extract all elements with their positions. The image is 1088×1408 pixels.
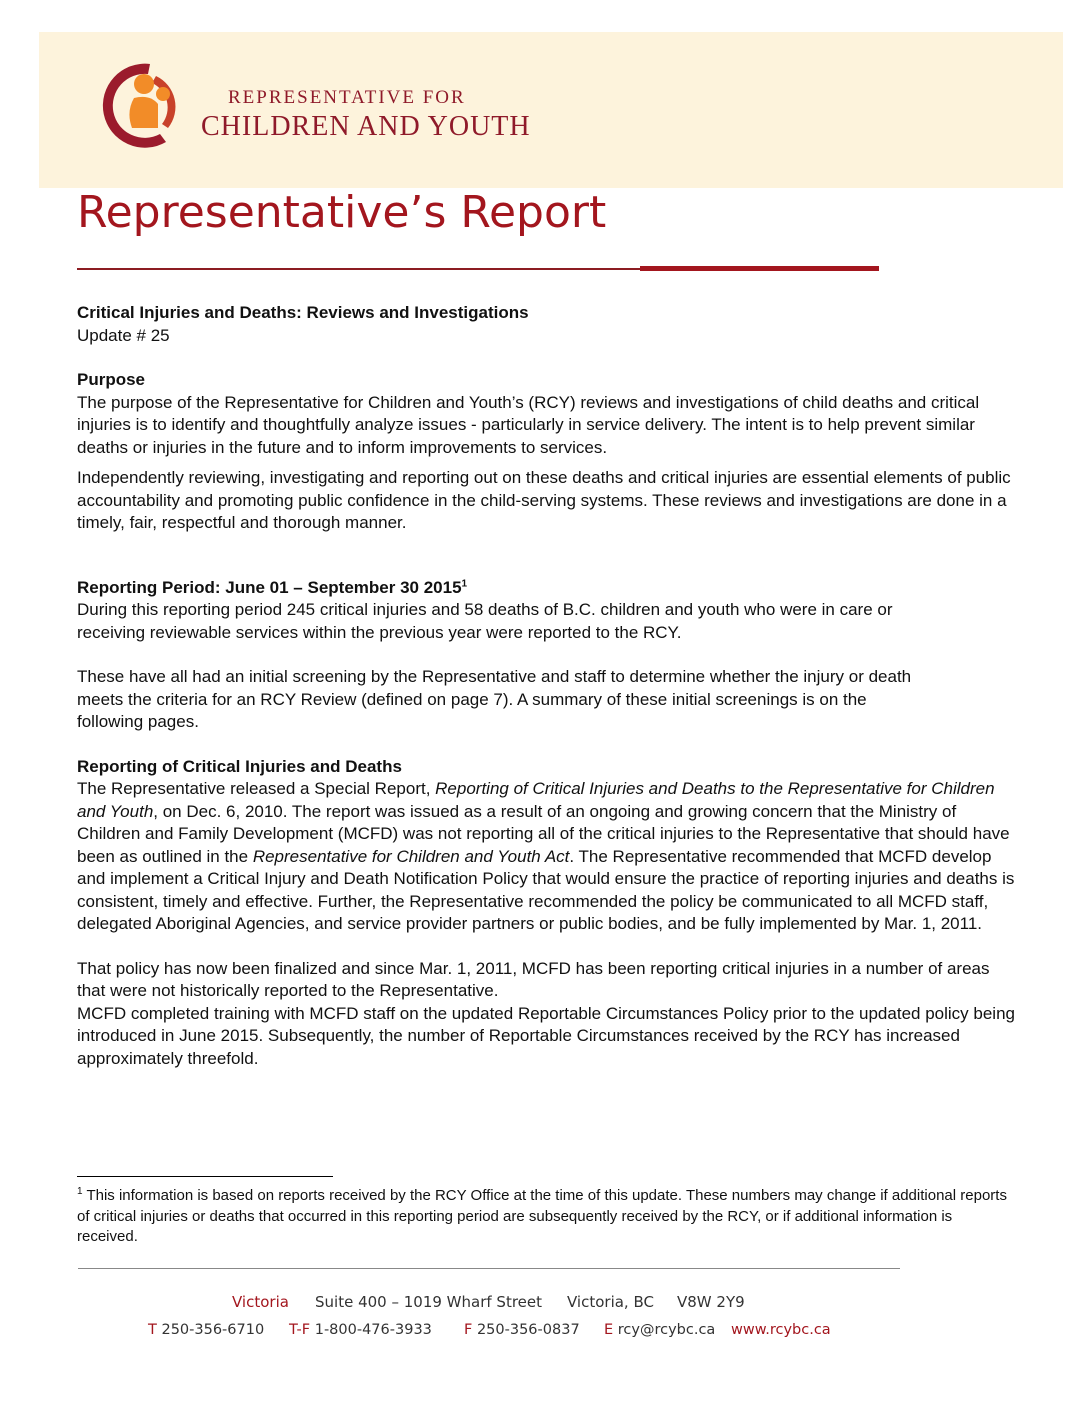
footnote-rule — [77, 1176, 333, 1177]
report-title: Representative’s Report — [77, 187, 607, 238]
fax-label: F — [464, 1322, 473, 1338]
title-rule-accent — [640, 266, 879, 271]
reporting-of-text-b: , on Dec. 6, 2010. The report was issued as a result of an ongoing and growing concern that the Ministry of Children and Family Development (MCFD) was not reporting all of the critical injuries to the Representative that should have been as outlined in the — [77, 801, 1010, 866]
reporting-period-paragraph-2: These have all had an initial screening by the Representative and staff to determine whether the injury or death meets the criteria for an RCY Review (defined on page 7). A summary of these initial screenings is on the following pages. — [77, 667, 912, 731]
reporting-period-heading-text: Reporting Period: June 01 – September 30 2015 — [77, 577, 462, 597]
footer-rule — [78, 1268, 900, 1269]
footer-email[interactable] — [604, 1322, 715, 1338]
email-label: E — [604, 1322, 614, 1338]
footer-phone — [148, 1322, 264, 1338]
footnote-mark: 1 — [77, 1186, 83, 1197]
footnote — [77, 1186, 1017, 1248]
footer-city: Victoria — [232, 1293, 289, 1311]
tollfree-label: T-F — [289, 1322, 311, 1338]
special-report-title: Reporting of Critical Injuries and Deaths to the Representative for Children and Youth — [77, 779, 995, 821]
reporting-of-paragraph-3: MCFD completed training with MCFD staff on the updated Reportable Circumstances Policy prior to the updated policy being introduced in June 2015. Subsequently, the number of Reportable Circumstances received by the RCY has increased approximately threefold. — [77, 1003, 1015, 1068]
footnote-text: This information is based on reports received by the RCY Office at the time of this update. These numbers may change if additional reports of critical injuries or deaths that occurred in this reporting period are subsequently received by the RCY, or if additional information is received. — [77, 1187, 1007, 1245]
act-title: Representative for Children and Youth Act — [252, 846, 570, 866]
report-subtitle: Critical Injuries and Deaths: Reviews and Investigations — [77, 303, 529, 322]
phone-number: 250-356-6710 — [156, 1322, 265, 1338]
reporting-of-heading: Reporting of Critical Injuries and Deaths — [77, 756, 402, 776]
reporting-of-text-a: The Representative released a Special Report, — [77, 779, 436, 798]
footer-fax — [464, 1322, 580, 1338]
footer-website-link[interactable]: www.rcybc.ca — [731, 1322, 831, 1338]
org-name-line2: CHILDREN AND YOUTH — [201, 111, 531, 142]
header-band — [39, 32, 1063, 188]
reporting-of-paragraph-2: That policy has now been finalized and since Mar. 1, 2011, MCFD has been reporting critical injuries in a number of areas that were not historically reported to the Representative. — [77, 958, 990, 1000]
tollfree-number: 1-800-476-3933 — [310, 1322, 432, 1338]
footer-street: Suite 400 – 1019 Wharf Street — [315, 1293, 543, 1311]
email-address[interactable]: rcy@rcybc.ca — [613, 1322, 716, 1338]
purpose-paragraph-1: The purpose of the Representative for Children and Youth’s (RCY) reviews and investigations of child deaths and critical injuries is to identify and thoughtfully analyze issues - particularly in service delivery. The intent is to help prevent similar deaths or injuries in the future and to inform improvements to services. — [77, 392, 980, 457]
update-number: Update # 25 — [77, 325, 170, 345]
reporting-period-paragraph-1: During this reporting period 245 critical injuries and 58 deaths of B.C. children and youth who were in care or receiving reviewable services within the previous year were reported to the RCY. — [77, 600, 893, 642]
reporting-of-text-c: . The Representative recommended that MCFD develop and implement a Critical Injury and Death Notification Policy that would ensure the practice of reporting injuries and deaths is consistent, timely and effective. Further, the Representative recommended the policy be communicated to all MCFD staff, delegated Aboriginal Agencies, and service provider partners or public bodies, and be fully implemented by Mar. 1, 2011. — [77, 846, 1015, 933]
rcy-logo-icon — [88, 54, 188, 154]
footer-place: Victoria, BC — [567, 1293, 654, 1311]
footer-tollfree — [289, 1322, 432, 1338]
purpose-paragraph-2: Independently reviewing, investigating and reporting out on these deaths and critical injuries are essential elements of public accountability and promoting public confidence in the child-serving systems. These reviews and investigations are done in a timely, fair, respectful and thorough manner. — [77, 468, 1011, 532]
reporting-of-paragraph-1 — [77, 778, 1017, 936]
phone-label: T — [148, 1322, 157, 1338]
footer-postal-code: V8W 2Y9 — [677, 1293, 745, 1311]
purpose-heading: Purpose — [77, 370, 146, 389]
reporting-period-heading — [77, 577, 1017, 600]
org-name-line1: REPRESENTATIVE FOR — [228, 87, 466, 108]
document-body — [77, 302, 1017, 1070]
footnote-reference[interactable]: 1 — [461, 577, 468, 589]
fax-number: 250-356-0837 — [472, 1322, 580, 1338]
